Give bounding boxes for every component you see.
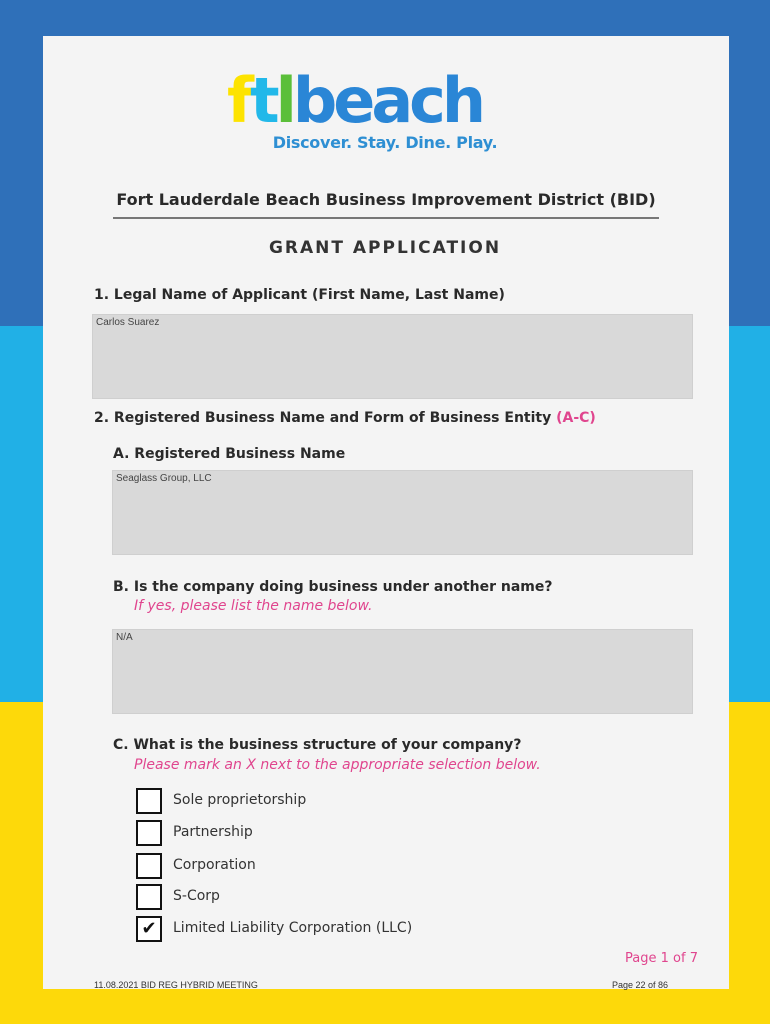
checkbox-corporation[interactable] [136, 853, 162, 879]
q2-label-text: 2. Registered Business Name and Form of Business Entity [94, 410, 552, 426]
checkbox-sole-proprietorship[interactable] [136, 788, 162, 814]
dba-name-field[interactable]: N/A [112, 629, 693, 714]
option-label: Partnership [173, 824, 253, 840]
q2c-note: Please mark an X next to the appropriate selection below. [134, 757, 541, 773]
legal-name-field[interactable]: Carlos Suarez [92, 314, 693, 399]
checkbox-s-corp[interactable] [136, 884, 162, 910]
q2-label-suffix: (A-C) [556, 410, 596, 426]
packet-page-number: Page 22 of 86 [612, 980, 669, 990]
q2c-label: C. What is the business structure of your company? [113, 737, 522, 753]
meeting-footer: 11.08.2021 BID REG HYBRID MEETING [94, 980, 258, 990]
q2-label [94, 410, 596, 426]
option-label: Limited Liability Corporation (LLC) [173, 920, 413, 936]
logo-tagline: Discover. Stay. Dine. Play. [272, 133, 498, 152]
form-title: GRANT APPLICATION [268, 238, 502, 258]
option-label: S-Corp [173, 888, 220, 904]
business-name-field[interactable]: Seaglass Group, LLC [112, 470, 693, 555]
q2b-label: B. Is the company doing business under another name? [113, 579, 553, 595]
option-label: Corporation [173, 857, 256, 873]
page-number: Page 1 of 7 [625, 951, 698, 966]
checkbox-llc[interactable] [136, 916, 162, 942]
checkbox-partnership[interactable] [136, 820, 162, 846]
svg-text:ftlbeach: ftlbeach [227, 70, 483, 130]
checkmark-icon: ✔ [141, 918, 157, 939]
district-title: Fort Lauderdale Beach Business Improvement District (BID) [116, 190, 656, 209]
option-label: Sole proprietorship [173, 792, 307, 808]
q1-label: 1. Legal Name of Applicant (First Name, Last Name) [94, 287, 505, 303]
title-divider [113, 217, 659, 219]
q2b-note: If yes, please list the name below. [134, 598, 373, 614]
q2a-label: A. Registered Business Name [113, 446, 346, 462]
ftlbeach-logo [227, 70, 519, 130]
